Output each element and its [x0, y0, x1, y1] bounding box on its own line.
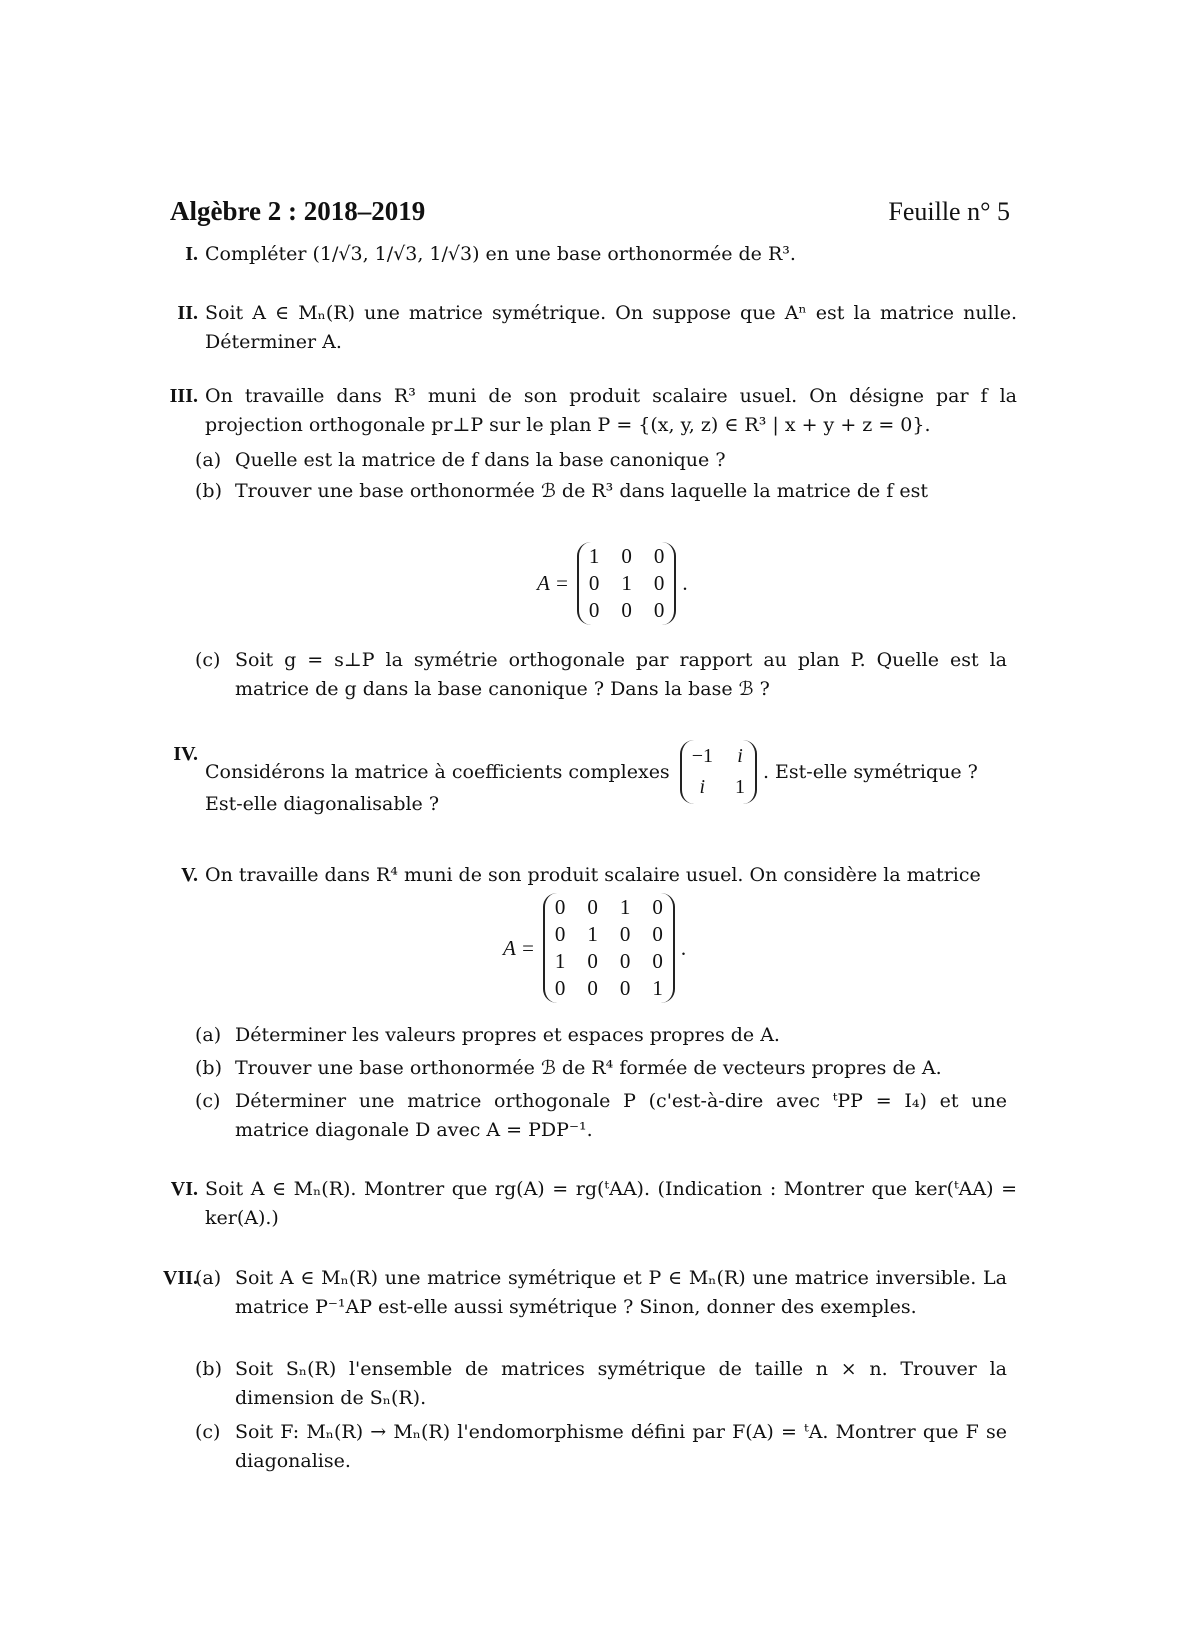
part-text: Déterminer les valeurs propres et espaces propres de A.: [235, 1024, 780, 1046]
sheet-number: Feuille n° 5: [888, 197, 1010, 226]
matrix-lhs: A =: [537, 571, 569, 595]
matrix-cell: 0: [619, 922, 631, 946]
matrix-cell: 0: [621, 544, 632, 568]
exercise-number: V.: [181, 864, 198, 886]
matrix-cell: 1: [587, 922, 598, 946]
matrix-cell: i: [737, 745, 743, 767]
matrix-cell: i: [699, 776, 706, 798]
matrix-cell: 0: [652, 949, 663, 973]
matrix-end: .: [680, 935, 687, 960]
matrix-cell: 0: [587, 895, 598, 919]
matrix-cell: 0: [587, 976, 598, 1000]
matrix-cell: 1: [652, 976, 663, 1000]
part-text: Déterminer une matrice orthogonale P (c'est-à-dire avec ᵗPP = I₄) et une matrice diagonale D avec A = PDP⁻¹.: [235, 1090, 1007, 1141]
matrix-cell: 0: [653, 571, 665, 595]
part-label: (a): [195, 449, 222, 471]
matrix-cell: 0: [652, 895, 663, 919]
matrix-cell: 1: [734, 776, 745, 798]
matrix-cell: 0: [588, 598, 600, 622]
exercise-number: III.: [169, 385, 198, 407]
matrix-cell: 0: [619, 949, 631, 973]
matrix-cell: 1: [588, 544, 600, 568]
exercise-text-before: Considérons la matrice à coefficients complexes: [205, 760, 670, 783]
matrix-cell: 0: [621, 598, 632, 622]
matrix-3b: [537, 542, 688, 625]
part-text: Soit Sₙ(R) l'ensemble de matrices symétrique de taille n × n. Trouver la dimension de Sₙ(R).: [235, 1358, 1007, 1409]
exercise-text: Est-elle diagonalisable ?: [205, 793, 440, 815]
exercise-number: VII.: [162, 1267, 198, 1289]
exercise-text: On travaille dans R³ muni de son produit scalaire usuel. On désigne par f la projection orthogonale pr⊥P sur le plan P = {(x, y, z) ∈ R³ | x + y + z = 0}.: [205, 385, 1017, 436]
exercise-number: VI.: [170, 1178, 198, 1200]
matrix-grid: [577, 542, 677, 625]
part-label: (b): [195, 1358, 222, 1380]
matrix-cell: 0: [652, 922, 663, 946]
exercise-number: IV.: [173, 743, 198, 765]
exercise-text: On travaille dans R⁴ muni de son produit scalaire usuel. On considère la matrice: [205, 864, 981, 886]
matrix-cell: 1: [554, 949, 566, 973]
exercise-number: I.: [185, 243, 198, 265]
matrix-cell: 0: [554, 895, 566, 919]
part-text: Soit A ∈ Mₙ(R) une matrice symétrique et P ∈ Mₙ(R) une matrice inversible. La matrice P⁻¹AP est-elle aussi symétrique ? Sinon, donner des exemples.: [235, 1267, 1007, 1318]
matrix-cell: 0: [619, 976, 631, 1000]
matrix-cell: 0: [653, 598, 665, 622]
part-text: Quelle est la matrice de f dans la base canonique ?: [235, 449, 726, 471]
matrix-cell: 0: [587, 949, 598, 973]
matrix-5: [503, 893, 686, 1003]
matrix-cell: 1: [619, 895, 631, 919]
part-label: (c): [195, 649, 221, 671]
part-text: Soit g = s⊥P la symétrie orthogonale par rapport au plan P. Quelle est la matrice de g dans la base canonique ? Dans la base ℬ ?: [235, 649, 1007, 700]
part-label: (c): [195, 1421, 221, 1443]
part-text: Trouver une base orthonormée ℬ de R³ dans laquelle la matrice de f est: [235, 480, 928, 502]
matrix-cell: 0: [554, 922, 566, 946]
part-text: Soit F: Mₙ(R) → Mₙ(R) l'endomorphisme défini par F(A) = ᵗA. Montrer que F se diagonalise.: [235, 1421, 1007, 1472]
exercise-number: II.: [177, 302, 198, 324]
matrix-end: .: [682, 571, 688, 595]
part-label: (a): [195, 1267, 222, 1289]
part-label: (b): [195, 1057, 222, 1079]
course-title: Algèbre 2 : 2018–2019: [170, 196, 426, 226]
worksheet-header: [170, 196, 1010, 227]
matrix-cell: 1: [621, 571, 632, 595]
matrix-cell: 0: [653, 544, 665, 568]
exercise-text: Soit A ∈ Mₙ(R). Montrer que rg(A) = rg(ᵗAA). (Indication : Montrer que ker(ᵗAA) = ker(A).): [205, 1178, 1017, 1229]
matrix-cell: 0: [554, 976, 566, 1000]
part-label: (b): [195, 480, 222, 502]
exercise-text: Soit A ∈ Mₙ(R) une matrice symétrique. On suppose que Aⁿ est la matrice nulle. Déterminer A.: [205, 302, 1017, 353]
exercise-text-after: . Est-elle symétrique ?: [762, 760, 978, 783]
matrix-cell: −1: [691, 745, 713, 767]
matrix-grid: [543, 893, 675, 1003]
part-text: Trouver une base orthonormée ℬ de R⁴ formée de vecteurs propres de A.: [235, 1057, 942, 1079]
matrix-cell: 0: [588, 571, 600, 595]
exercise-text: Compléter (1/√3, 1/√3, 1/√3) en une base orthonormée de R³.: [205, 243, 796, 265]
matrix-lhs: A =: [503, 935, 535, 960]
part-label: (c): [195, 1090, 221, 1112]
part-label: (a): [195, 1024, 222, 1046]
